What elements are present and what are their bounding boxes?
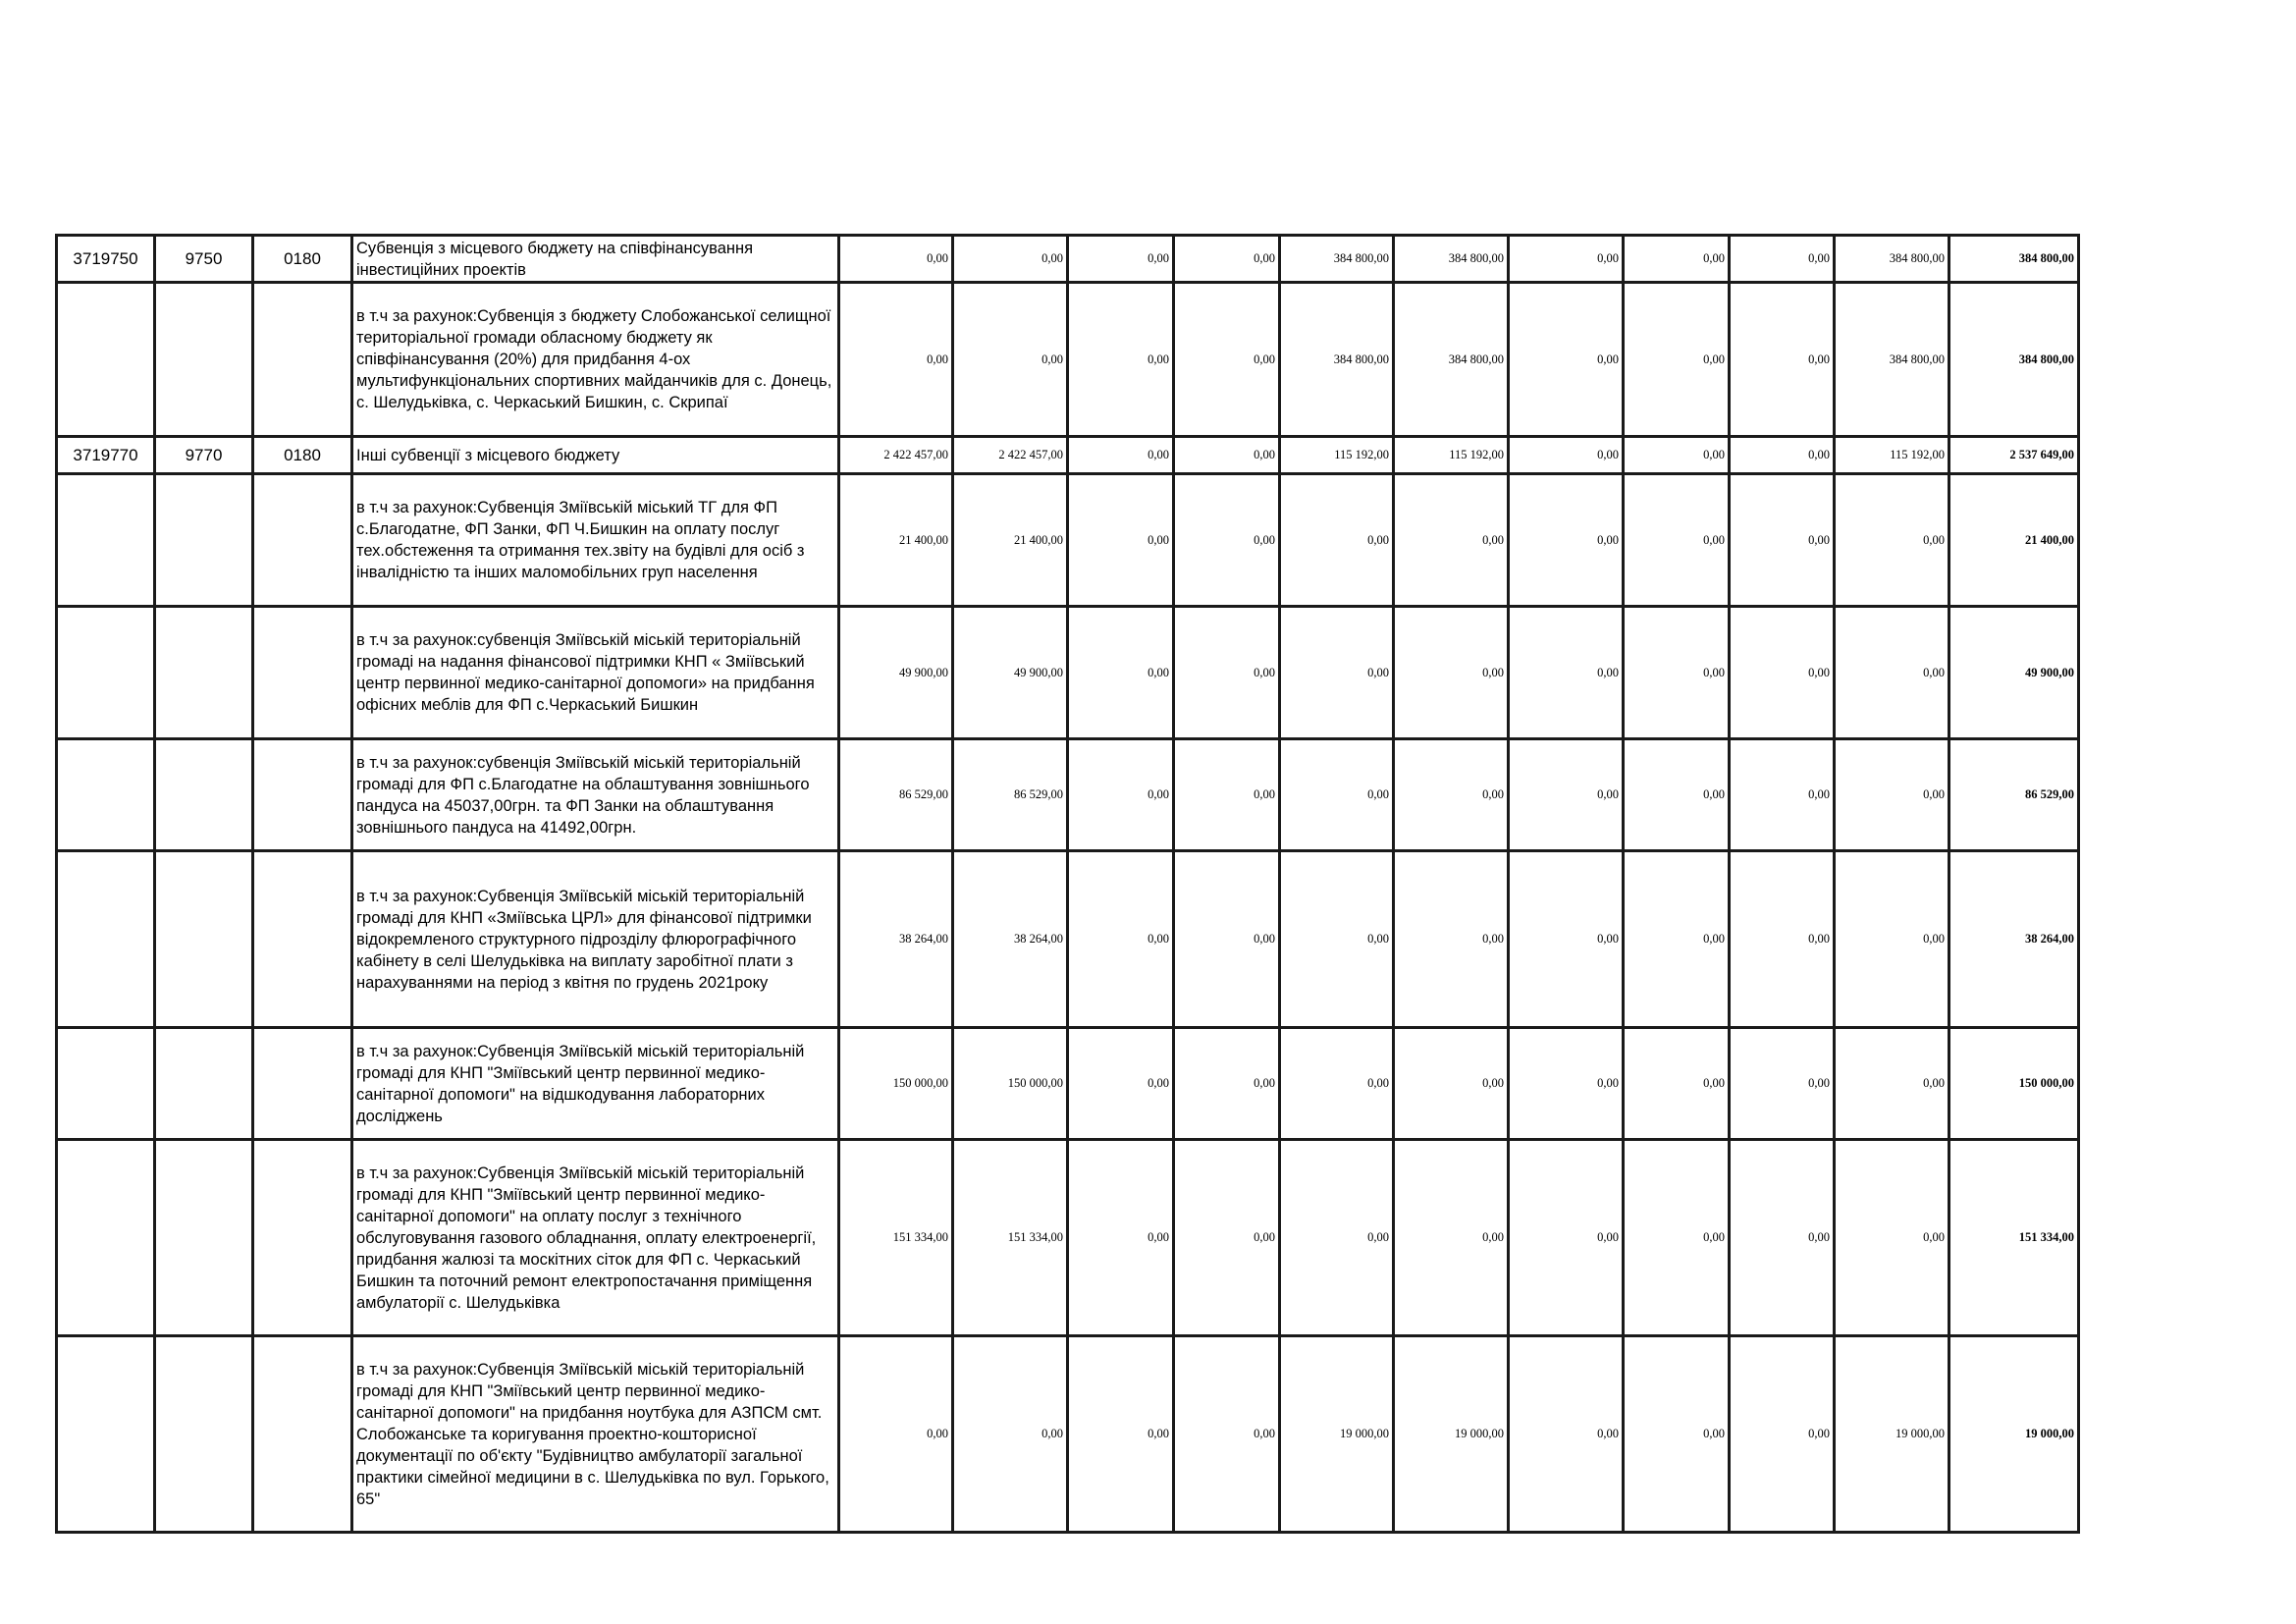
description-cell: Субвенція з місцевого бюджету на співфінансування інвестиційних проектів: [352, 236, 839, 283]
amount-cell: 2 422 457,00: [953, 437, 1068, 474]
amount-cell: 0,00: [1068, 1028, 1174, 1140]
amount-cell: 0,00: [1835, 1140, 1949, 1336]
kpk-code3-cell: [253, 283, 352, 437]
amount-cell: 49 900,00: [953, 607, 1068, 739]
amount-cell: 19 000,00: [1394, 1336, 1509, 1533]
amount-cell: 0,00: [1174, 1028, 1280, 1140]
amount-cell: 0,00: [1835, 474, 1949, 607]
amount-cell: 0,00: [1068, 851, 1174, 1028]
total-cell: 384 800,00: [1949, 283, 2079, 437]
amount-cell: 0,00: [1624, 1028, 1730, 1140]
kpk-code3-cell: 0180: [253, 236, 352, 283]
amount-cell: 0,00: [839, 1336, 953, 1533]
description-cell: в т.ч за рахунок:Субвенція Зміївській міській територіальній громаді для КНП "Зміївський центр первинної медико-санітарної допомоги" на оплату послуг з технічного обслуговування газового обладнання, оплату електроенергії, придбання жалюзі та москітних сіток для ФП с. Черкаський Бишкин та поточний ремонт електропостачання приміщення амбулаторії с. Шелудьківка: [352, 1140, 839, 1336]
amount-cell: 384 800,00: [1835, 283, 1949, 437]
description-cell: в т.ч за рахунок:субвенція Зміївській міській територіальній громаді для ФП с.Благодатне на облаштування зовнішнього пандуса на 45037,00грн. та ФП Занки на облаштування зовнішнього пандуса на 41492,00грн.: [352, 739, 839, 851]
description-cell: в т.ч за рахунок:субвенція Зміївській міській територіальній громаді на надання фінансової підтримки КНП « Зміївський центр первинної медико-санітарної допомоги» на придбання офісних меблів для ФП с.Черкаський Бишкин: [352, 607, 839, 739]
amount-cell: 0,00: [1068, 607, 1174, 739]
amount-cell: 0,00: [953, 1336, 1068, 1533]
table-row: [57, 437, 2079, 474]
kpk-code1-cell: [57, 607, 155, 739]
amount-cell: 0,00: [1068, 474, 1174, 607]
amount-cell: 0,00: [1280, 851, 1394, 1028]
amount-cell: 0,00: [1835, 1028, 1949, 1140]
kpk-code3-cell: [253, 739, 352, 851]
kpk-code3-cell: [253, 1336, 352, 1533]
amount-cell: 0,00: [1394, 1028, 1509, 1140]
amount-cell: 0,00: [1174, 739, 1280, 851]
kpk-code2-cell: [155, 851, 253, 1028]
amount-cell: 0,00: [1174, 851, 1280, 1028]
amount-cell: 0,00: [1068, 1140, 1174, 1336]
description-cell: в т.ч за рахунок:Субвенція Зміївській міській територіальній громаді для КНП «Зміївська ЦРЛ» для фінансової підтримки відокремленого структурного підрозділу флюрографічного кабінету в селі Шелудьківка на виплату заробітної плати з нарахуваннями на період з квітня по грудень 2021року: [352, 851, 839, 1028]
kpk-code2-cell: [155, 283, 253, 437]
amount-cell: 0,00: [1624, 283, 1730, 437]
kpk-code1-cell: 3719770: [57, 437, 155, 474]
amount-cell: 0,00: [1280, 607, 1394, 739]
amount-cell: 19 000,00: [1280, 1336, 1394, 1533]
amount-cell: 0,00: [1509, 607, 1624, 739]
kpk-code2-cell: [155, 1028, 253, 1140]
amount-cell: 0,00: [1835, 607, 1949, 739]
amount-cell: 0,00: [1509, 739, 1624, 851]
amount-cell: 384 800,00: [1394, 283, 1509, 437]
table-row: [57, 1336, 2079, 1533]
amount-cell: 0,00: [1174, 1336, 1280, 1533]
kpk-code3-cell: [253, 1140, 352, 1336]
amount-cell: 0,00: [1394, 1140, 1509, 1336]
amount-cell: 151 334,00: [953, 1140, 1068, 1336]
amount-cell: 0,00: [1509, 283, 1624, 437]
amount-cell: 0,00: [1068, 739, 1174, 851]
kpk-code2-cell: [155, 474, 253, 607]
amount-cell: 0,00: [1280, 1140, 1394, 1336]
amount-cell: 0,00: [1394, 739, 1509, 851]
amount-cell: 19 000,00: [1835, 1336, 1949, 1533]
amount-cell: 0,00: [1174, 474, 1280, 607]
amount-cell: 38 264,00: [839, 851, 953, 1028]
amount-cell: 0,00: [839, 236, 953, 283]
amount-cell: 384 800,00: [1835, 236, 1949, 283]
description-cell: в т.ч за рахунок:Субвенція Зміївській міській територіальній громаді для КНП "Зміївський центр первинної медико-санітарної допомоги" на придбання ноутбука для АЗПСМ смт. Слобожанське та коригування проектно-кошторисної документації по об'єкту "Будівництво амбулаторії загальної практики сімейної медицини в с. Шелудьківка по вул. Горького, 65": [352, 1336, 839, 1533]
amount-cell: 0,00: [1624, 1336, 1730, 1533]
amount-cell: 115 192,00: [1280, 437, 1394, 474]
table-row: [57, 283, 2079, 437]
kpk-code1-cell: 3719750: [57, 236, 155, 283]
amount-cell: 0,00: [1174, 236, 1280, 283]
amount-cell: 0,00: [1509, 437, 1624, 474]
kpk-code2-cell: [155, 739, 253, 851]
total-cell: 151 334,00: [1949, 1140, 2079, 1336]
amount-cell: 0,00: [1624, 739, 1730, 851]
kpk-code1-cell: [57, 1028, 155, 1140]
kpk-code3-cell: [253, 607, 352, 739]
amount-cell: 0,00: [1624, 851, 1730, 1028]
total-cell: 49 900,00: [1949, 607, 2079, 739]
amount-cell: 0,00: [1624, 437, 1730, 474]
amount-cell: 0,00: [1730, 1336, 1835, 1533]
kpk-code1-cell: [57, 1140, 155, 1336]
amount-cell: 0,00: [1835, 851, 1949, 1028]
table-row: [57, 1140, 2079, 1336]
total-cell: 384 800,00: [1949, 236, 2079, 283]
amount-cell: 0,00: [1174, 437, 1280, 474]
kpk-code3-cell: [253, 1028, 352, 1140]
description-cell: в т.ч за рахунок:Субвенція з бюджету Слобожанської селищної територіальної громади обласному бюджету як співфінансування (20%) для придбання 4-ох мультифункціональних спортивних майданчиків для с. Донець, с. Шелудьківка, с. Черкаський Бишкин, с. Скрипаї: [352, 283, 839, 437]
amount-cell: 0,00: [953, 283, 1068, 437]
table-row: [57, 607, 2079, 739]
kpk-code1-cell: [57, 474, 155, 607]
amount-cell: 0,00: [1280, 1028, 1394, 1140]
amount-cell: 151 334,00: [839, 1140, 953, 1336]
amount-cell: 0,00: [1730, 236, 1835, 283]
amount-cell: 21 400,00: [953, 474, 1068, 607]
amount-cell: 0,00: [1068, 1336, 1174, 1533]
amount-cell: 0,00: [1730, 437, 1835, 474]
description-cell: в т.ч за рахунок:Субвенція Зміївській міській територіальній громаді для КНП "Зміївський центр первинної медико-санітарної допомоги" на відшкодування лабораторних досліджень: [352, 1028, 839, 1140]
amount-cell: 0,00: [1394, 607, 1509, 739]
amount-cell: 0,00: [953, 236, 1068, 283]
table-row: [57, 474, 2079, 607]
total-cell: 19 000,00: [1949, 1336, 2079, 1533]
table-row: [57, 236, 2079, 283]
total-cell: 86 529,00: [1949, 739, 2079, 851]
total-cell: 38 264,00: [1949, 851, 2079, 1028]
amount-cell: 0,00: [1509, 1140, 1624, 1336]
amount-cell: 0,00: [1730, 607, 1835, 739]
description-cell: в т.ч за рахунок:Субвенція Зміївській міський ТГ для ФП с.Благодатне, ФП Занки, ФП Ч.Бишкин на оплату послуг тех.обстеження та отримання тех.звіту на будівлі для осіб з інвалідністю та інших маломобільних груп населення: [352, 474, 839, 607]
amount-cell: 2 422 457,00: [839, 437, 953, 474]
amount-cell: 0,00: [1068, 283, 1174, 437]
amount-cell: 384 800,00: [1280, 236, 1394, 283]
kpk-code3-cell: [253, 474, 352, 607]
amount-cell: 0,00: [1509, 851, 1624, 1028]
amount-cell: 0,00: [1730, 1140, 1835, 1336]
amount-cell: 0,00: [1730, 739, 1835, 851]
table-row: [57, 1028, 2079, 1140]
amount-cell: 150 000,00: [953, 1028, 1068, 1140]
kpk-code2-cell: 9750: [155, 236, 253, 283]
amount-cell: 0,00: [1624, 236, 1730, 283]
amount-cell: 38 264,00: [953, 851, 1068, 1028]
amount-cell: 0,00: [1509, 1336, 1624, 1533]
amount-cell: 0,00: [1730, 283, 1835, 437]
total-cell: 2 537 649,00: [1949, 437, 2079, 474]
amount-cell: 0,00: [1394, 851, 1509, 1028]
amount-cell: 0,00: [1068, 236, 1174, 283]
amount-cell: 49 900,00: [839, 607, 953, 739]
amount-cell: 86 529,00: [839, 739, 953, 851]
kpk-code2-cell: [155, 607, 253, 739]
amount-cell: 384 800,00: [1394, 236, 1509, 283]
amount-cell: 115 192,00: [1835, 437, 1949, 474]
amount-cell: 0,00: [1509, 1028, 1624, 1140]
total-cell: 21 400,00: [1949, 474, 2079, 607]
amount-cell: 115 192,00: [1394, 437, 1509, 474]
amount-cell: 0,00: [1730, 1028, 1835, 1140]
amount-cell: 0,00: [1835, 739, 1949, 851]
amount-cell: 0,00: [1730, 851, 1835, 1028]
amount-cell: 384 800,00: [1280, 283, 1394, 437]
amount-cell: 0,00: [1624, 607, 1730, 739]
amount-cell: 0,00: [1280, 474, 1394, 607]
kpk-code1-cell: [57, 283, 155, 437]
kpk-code2-cell: [155, 1140, 253, 1336]
amount-cell: 0,00: [1730, 474, 1835, 607]
amount-cell: 0,00: [1174, 1140, 1280, 1336]
amount-cell: 0,00: [1394, 474, 1509, 607]
total-cell: 150 000,00: [1949, 1028, 2079, 1140]
kpk-code3-cell: 0180: [253, 437, 352, 474]
amount-cell: 0,00: [1509, 474, 1624, 607]
amount-cell: 21 400,00: [839, 474, 953, 607]
description-cell: Інші субвенції з місцевого бюджету: [352, 437, 839, 474]
table-row: [57, 851, 2079, 1028]
kpk-code1-cell: [57, 851, 155, 1028]
table-row: [57, 739, 2079, 851]
kpk-code1-cell: [57, 739, 155, 851]
amount-cell: 0,00: [1068, 437, 1174, 474]
amount-cell: 0,00: [1624, 474, 1730, 607]
budget-table: [55, 234, 2080, 1534]
amount-cell: 150 000,00: [839, 1028, 953, 1140]
kpk-code2-cell: [155, 1336, 253, 1533]
amount-cell: 86 529,00: [953, 739, 1068, 851]
amount-cell: 0,00: [1174, 283, 1280, 437]
amount-cell: 0,00: [839, 283, 953, 437]
amount-cell: 0,00: [1174, 607, 1280, 739]
kpk-code3-cell: [253, 851, 352, 1028]
amount-cell: 0,00: [1509, 236, 1624, 283]
kpk-code2-cell: 9770: [155, 437, 253, 474]
kpk-code1-cell: [57, 1336, 155, 1533]
amount-cell: 0,00: [1624, 1140, 1730, 1336]
amount-cell: 0,00: [1280, 739, 1394, 851]
